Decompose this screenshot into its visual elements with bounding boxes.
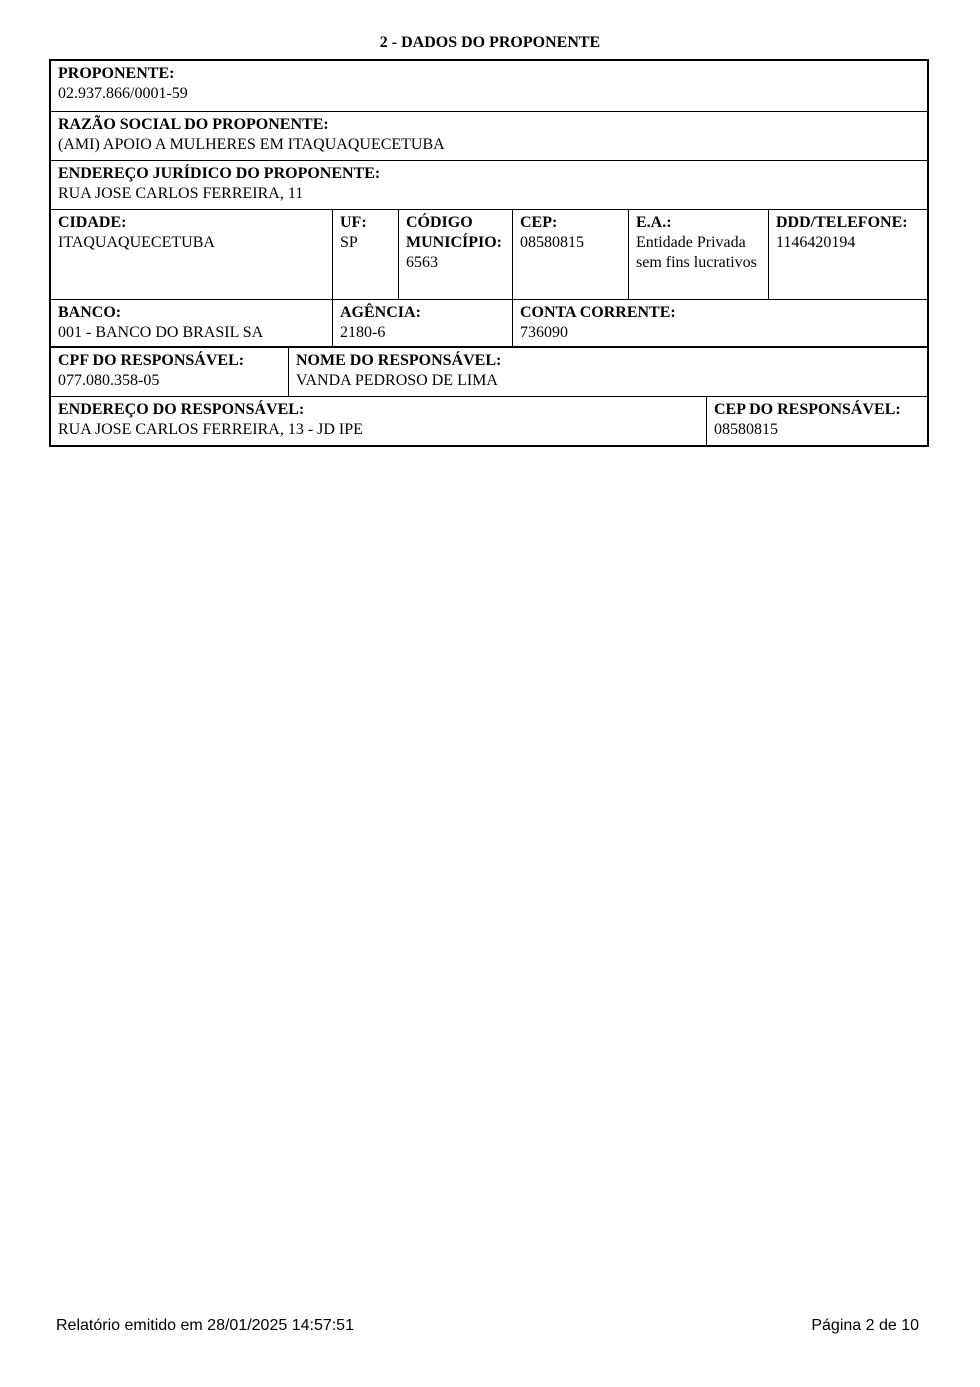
conta-corrente-value: 736090 [520,324,568,341]
nome-responsavel-value: VANDA PEDROSO DE LIMA [296,372,498,389]
cidade-label: CIDADE: [58,214,127,231]
endereco-responsavel-cell [51,397,706,445]
location-row [51,209,927,299]
ea-label: E.A.: [636,214,672,231]
razao-social-row [51,111,927,160]
telefone-value: 1146420194 [776,234,856,251]
cep-responsavel-cell [706,397,927,445]
endereco-responsavel-value: RUA JOSE CARLOS FERREIRA, 13 - JD IPE [58,421,363,438]
proponente-table [49,59,929,348]
telefone-cell [768,210,927,299]
agencia-value: 2180-6 [340,324,386,341]
responsavel-table [49,346,929,447]
nome-responsavel-cell [288,348,927,396]
codigo-municipio-value: 6563 [406,254,438,271]
endereco-juridico-row [51,160,927,209]
cep-responsavel-value: 08580815 [714,421,778,438]
cep-cell [512,210,628,299]
cep-label: CEP: [520,214,558,231]
bank-row [51,299,927,346]
uf-value: SP [340,234,358,251]
codigo-municipio-label-2: MUNICÍPIO: [406,234,502,251]
endereco-juridico-label: ENDEREÇO JURÍDICO DO PROPONENTE: [58,165,381,182]
agencia-cell [332,300,512,346]
codigo-municipio-cell [398,210,512,299]
endereco-responsavel-label: ENDEREÇO DO RESPONSÁVEL: [58,401,305,418]
ea-value-2: sem fins lucrativos [636,254,757,271]
conta-corrente-cell [512,300,927,346]
cep-value: 08580815 [520,234,584,251]
report-emitted-footer: Relatório emitido em 28/01/2025 14:57:51 [56,1317,354,1334]
cpf-responsavel-label: CPF DO RESPONSÁVEL: [58,352,245,369]
conta-corrente-label: CONTA CORRENTE: [520,304,676,321]
proponente-cell [51,61,927,111]
cpf-responsavel-value: 077.080.358-05 [58,372,160,389]
razao-social-label: RAZÃO SOCIAL DO PROPONENTE: [58,116,329,133]
agencia-label: AGÊNCIA: [340,304,421,321]
responsavel-row [51,348,927,396]
banco-label: BANCO: [58,304,122,321]
razao-social-value: (AMI) APOIO A MULHERES EM ITAQUAQUECETUBA [58,136,445,153]
endereco-juridico-value: RUA JOSE CARLOS FERREIRA, 11 [58,185,304,202]
endereco-responsavel-row [51,396,927,445]
section-title: 2 - DADOS DO PROPONENTE [379,34,601,51]
banco-cell [51,300,332,346]
banco-value: 001 - BANCO DO BRASIL SA [58,324,264,341]
codigo-municipio-label-1: CÓDIGO [406,214,473,231]
ea-cell [628,210,768,299]
proponente-row [51,61,927,111]
page-number-footer: Página 2 de 10 [811,1317,919,1334]
cidade-cell [51,210,332,299]
cep-responsavel-label: CEP DO RESPONSÁVEL: [714,401,901,418]
nome-responsavel-label: NOME DO RESPONSÁVEL: [296,352,502,369]
ea-value-1: Entidade Privada [636,234,746,251]
uf-cell [332,210,398,299]
uf-label: UF: [340,214,367,231]
razao-social-cell [51,112,927,160]
cidade-value: ITAQUAQUECETUBA [58,234,215,251]
cpf-responsavel-cell [51,348,288,396]
endereco-juridico-cell [51,161,927,209]
telefone-label: DDD/TELEFONE: [776,214,908,231]
proponente-value: 02.937.866/0001-59 [58,85,188,102]
proponente-label: PROPONENTE: [58,65,175,82]
